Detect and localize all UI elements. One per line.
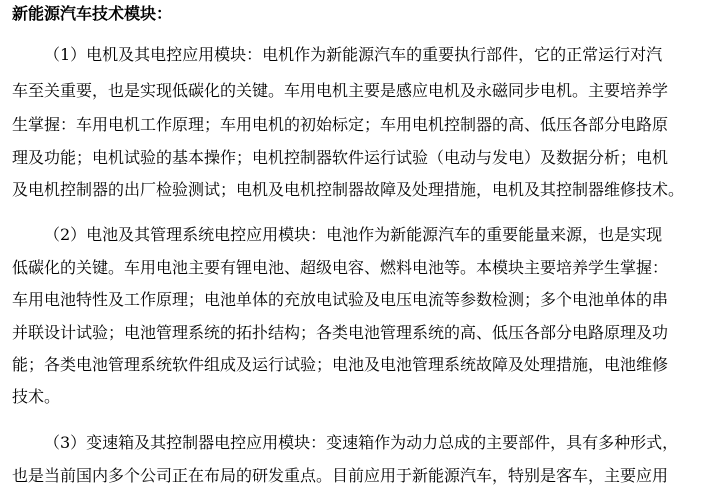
paragraph-2-line-2: 低碳化的关键。车用电池主要有锂电池、超级电容、燃料电池等。本模块主要培养学生掌握： [12,258,669,277]
paragraph-2-line-5: 能；各类电池管理系统软件组成及运行试验；电池及电池管理系统故障及处理措施，电池维修 [12,355,669,374]
paragraph-1-line-3: 生掌握：车用电机工作原理；车用电机的初始标定；车用电机控制器的高、低压各部分电路原 [12,115,669,134]
paragraph-2-line-6: 技术。 [12,387,61,406]
paragraph-3-line-2: 也是当前国内多个公司正在布局的研发重点。目前应用于新能源汽车，特别是客车，主要应用 [12,466,669,485]
paragraph-2-line-4: 并联设计试验；电池管理系统的拓扑结构；各类电池管理系统的高、低压各部分电路原理及功 [12,323,669,342]
paragraph-3-line-1: （3）变速箱及其控制器电控应用模块：变速箱作为动力总成的主要部件，具有多种形式， [44,433,679,452]
section-heading: 新能源汽车技术模块： [12,4,173,23]
paragraph-1-line-5: 及电机控制器的出厂检验测试；电机及电机控制器故障及处理措施，电机及其控制器维修技术。 [12,180,685,199]
paragraph-1-line-2: 车至关重要，也是实现低碳化的关键。车用电机主要是感应电机及永磁同步电机。主要培养学 [12,81,669,100]
paragraph-1-line-4: 理及功能；电机试验的基本操作；电机控制器软件运行试验（电动与发电）及数据分析；电机 [12,148,669,167]
paragraph-2-line-1: （2）电池及其管理系统电控应用模块：电池作为新能源汽车的重要能量来源，也是实现 [44,225,663,244]
paragraph-2-line-3: 车用电池特性及工作原理；电池单体的充放电试验及电压电流等参数检测；多个电池单体的串 [12,290,669,309]
paragraph-1-line-1: （1）电机及其电控应用模块：电机作为新能源汽车的重要执行部件，它的正常运行对汽 [44,45,663,64]
